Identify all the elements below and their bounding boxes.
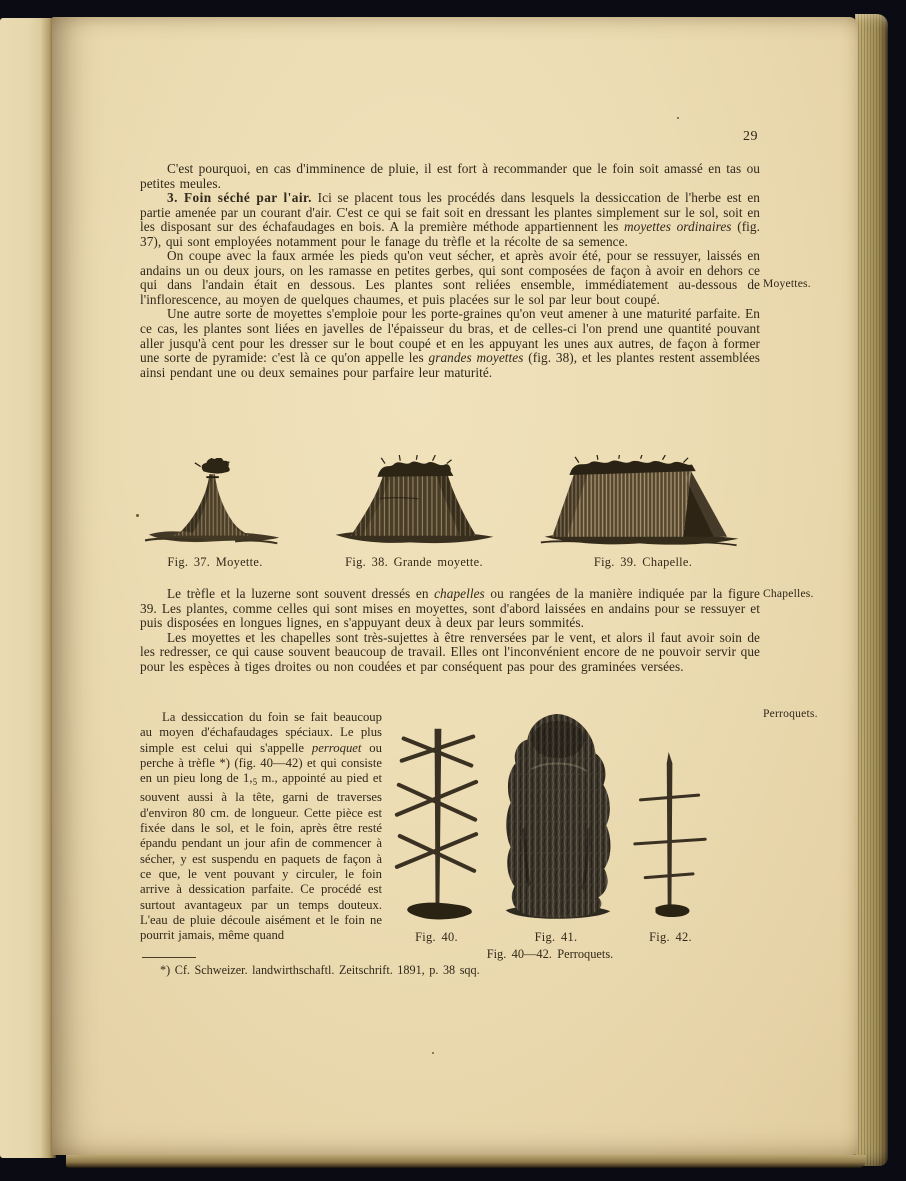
fig-41-perroquet-covered-illustration — [486, 710, 626, 925]
figures-40-42-block — [392, 710, 760, 962]
text-segment: ou perche à trèfle *) (fig. 40—42) et qui consiste en un pieu long de 1, — [140, 740, 382, 786]
text-segment: 5 — [252, 777, 258, 788]
text-column — [140, 710, 382, 962]
paragraph — [140, 587, 760, 631]
paragraph — [140, 631, 760, 675]
text-segment: perroquet — [311, 740, 362, 755]
figure-41 — [486, 710, 626, 945]
paper-speck — [677, 117, 679, 119]
paper-speck — [136, 514, 139, 517]
figure-38 — [324, 455, 504, 570]
text-segment: La dessiccation du foin se fait beaucoup au moyen d'échafaudages spéciaux. Le plus simple est celui qui s'appelle — [140, 710, 382, 755]
text-segment: Les moyettes et les chapelles sont très-sujettes à être renversées par le vent, et alors il faut avoir soin de les redresser, ce qui cause souvent beaucoup de travail. Elles ont l'inconvénient encore de ne pouvoir servir que pour les espèces à tiges droites ou non coudées et par conséquent pas pour des graminées versées. — [140, 629, 760, 674]
bottom-page-edge — [66, 1155, 866, 1168]
figure-caption: Fig. 39. Chapelle. — [593, 555, 693, 569]
section-heading: 3. Foin séché par l'air. — [167, 190, 312, 206]
text-segment: Une autre sorte de moyettes s'emploie pour les porte-graines qu'on veut amener à une maturité parfaite. En ce cas, les plantes sont liées en javelles de l'épaisseur du bras, et de celles-ci l'on prend une quantité pouvant aller jusqu'à cent pour les dresser sur le bout coupé et en les appuyant les unes aux autres, de façon à former une sorte de pyramide: c'est là ce qu'on appelle les — [140, 306, 760, 366]
text-segment: chapelles — [434, 586, 485, 601]
figure-caption: Fig. 38. Grande moyette. — [345, 555, 483, 569]
text-segment: Le trèfle et la luzerne sont souvent dressés en — [167, 586, 435, 601]
fig-40-perroquet-illustration — [394, 720, 479, 925]
fig-37-moyette-illustration — [140, 458, 290, 550]
margin-note-moyettes: Moyettes. — [763, 277, 811, 290]
figure-39 — [538, 455, 748, 570]
figure-caption: Fig. 40. — [415, 930, 458, 944]
figures-40-42-row — [392, 710, 760, 945]
text-block-middle — [140, 587, 760, 674]
text-block-top — [140, 162, 760, 380]
book-page — [52, 17, 858, 1155]
text-segment: Ici se placent tous les procédés dans lesquels la dessiccation de l'herbe est en partie amenée par un courant d'air. C'est ce qui se fait soit en dressant les plantes simplement sur le sol, soit en les disposant sur des échafaudages en bois. A la première méthode appartiennent les — [140, 190, 760, 235]
margin-note-chapelles: Chapelles. — [763, 587, 814, 600]
book-page-edge-stack — [855, 14, 888, 1166]
text-and-figures-section — [140, 710, 760, 962]
figure-caption: Fig. 37. Moyette. — [167, 555, 263, 569]
paragraph — [140, 191, 760, 249]
text-segment: m., appointé au pied et souvent aussi à la tête, garni de traverses d'environ 80 cm. de longueur. Cette pièce est fixée dans le sol, et le foin, après être resté épandu pendant un jour afin de commencer à sécher, y est suspendu en paquets de façon à ce que, le vent pouvant y circuler, le foin arrive à dessication parfaite. Ce procédé est surtout avantageux par un temps douteux. L'eau de pluie découle aisément et le foin ne pourrit jamais, même quand — [140, 771, 382, 943]
text-segment: C'est pourquoi, en cas d'imminence de pluie, il est fort à recommander que le foin soit amassé en tas ou petites meules. — [140, 161, 760, 191]
footnote-text: *) Cf. Schweizer. landwirthschaftl. Zeitschrift. 1891, p. 38 sqq. — [160, 963, 480, 977]
paper-speck — [432, 1052, 434, 1054]
paragraph — [140, 162, 760, 191]
fig-39-chapelle-illustration — [538, 455, 748, 550]
paragraph — [140, 307, 760, 380]
text-segment: ou rangées de la manière indiquée par la figure 39. Les plantes, comme celles qui sont mises en moyettes, sont d'abord laissées en andains pour se ressuyer et puis disposées en longues lignes, en s'appuyant deux à deux par leurs sommités. — [140, 586, 760, 631]
figure-caption: Fig. 41. — [534, 930, 578, 944]
figure-40 — [394, 720, 479, 945]
footnote — [142, 957, 572, 978]
page-number: 29 — [743, 129, 758, 144]
text-segment: (fig. 37), qui sont employées notamment pour le fanage du trèfle et la récolte de sa semence. — [140, 219, 760, 249]
footnote-rule — [142, 957, 196, 958]
figures-37-39-row — [140, 455, 748, 570]
figure-42 — [633, 745, 708, 945]
paragraph — [140, 249, 760, 307]
fig-38-grande-moyette-illustration — [324, 455, 504, 550]
paragraph — [140, 710, 382, 943]
text-segment: On coupe avec la faux armée les pieds qu'on veut sécher, et après avoir été, pour se ressuyer, laissés en andains un ou deux jours, on les ramasse en petites gerbes, qui sont composées de façon à avoir en dehors ce qui dans l'andain était en dessous. Les plantes sont reliées ensemble, immédiatement au-dessous de l'inflorescence, au moyen de quelques chaumes, et puis placées sur le sol par leur bout coupé. — [140, 248, 760, 307]
text-segment: moyettes ordinaires — [624, 219, 732, 235]
margin-note-perroquets: Perroquets. — [763, 707, 818, 720]
figure-caption: Fig. 42. — [649, 930, 692, 944]
figures-40-42-group-caption: Fig. 40—42. Perroquets. — [486, 947, 614, 961]
figure-37 — [140, 458, 290, 570]
text-segment: (fig. 38), et les plantes restent assemblées ainsi pendant une ou deux semaines pour parfaire leur maturité. — [140, 350, 760, 380]
facing-page-edge — [0, 18, 56, 1158]
text-segment: grandes moyettes — [428, 350, 524, 366]
fig-42-perroquet-illustration — [633, 745, 708, 925]
